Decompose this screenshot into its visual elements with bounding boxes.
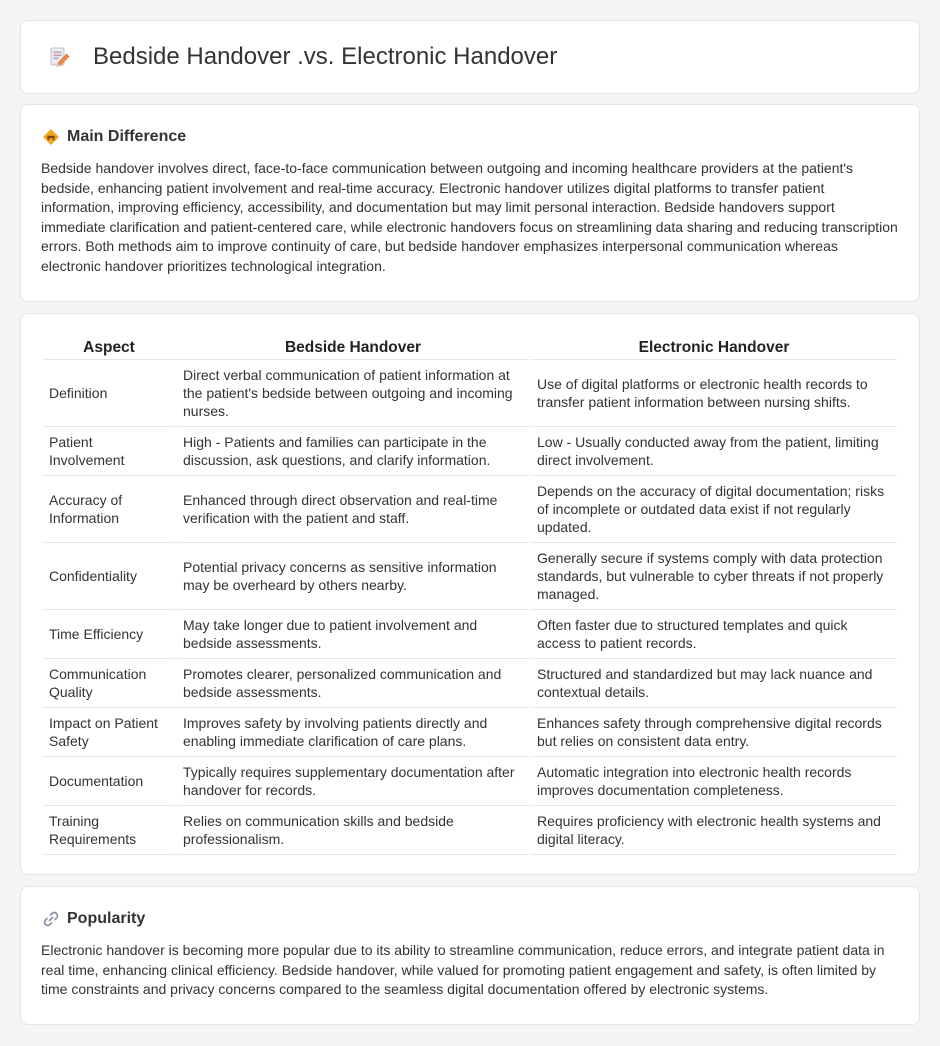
- bedside-cell: Direct verbal communication of patient information at the patient's bedside between outgoing and incoming nurses.: [177, 360, 529, 427]
- table-row: [43, 610, 897, 659]
- bedside-cell: High - Patients and families can participate in the discussion, ask questions, and clarify information.: [177, 427, 529, 476]
- bedside-cell: Enhanced through direct observation and real-time verification with the patient and staff.: [177, 476, 529, 543]
- bedside-cell: Potential privacy concerns as sensitive information may be overheard by others nearby.: [177, 543, 529, 610]
- popularity-card: [20, 886, 920, 1025]
- aspect-cell: Training Requirements: [43, 806, 175, 855]
- table-row: [43, 659, 897, 708]
- header-electronic: Electronic Handover: [531, 336, 897, 360]
- diamond-warning-icon: [42, 128, 60, 146]
- main-difference-text: Bedside handover involves direct, face-to-face communication between outgoing and incoming healthcare providers at the patient's bedside, enhancing patient involvement and real-time accuracy. Electronic handover utilizes digital platforms to transfer patient information, improving efficiency, accessibility, and documentation but may limit personal interaction. Bedside handovers support immediate clarification and patient-centered care, while electronic handovers focus on streamlining data sharing and reducing transcription errors. Both methods aim to improve continuity of care, but bedside handover emphasizes interpersonal communication whereas electronic handover prioritizes technological integration.: [41, 160, 898, 274]
- aspect-cell: Definition: [43, 360, 175, 427]
- popularity-title: Popularity: [67, 910, 146, 927]
- electronic-cell: Low - Usually conducted away from the patient, limiting direct involvement.: [531, 427, 897, 476]
- comparison-table: [41, 336, 899, 855]
- aspect-cell: Patient Involvement: [43, 427, 175, 476]
- bedside-cell: May take longer due to patient involvement and bedside assessments.: [177, 610, 529, 659]
- page-title: Bedside Handover .vs. Electronic Handover: [93, 43, 558, 70]
- electronic-cell: Automatic integration into electronic health records improves documentation completeness.: [531, 757, 897, 806]
- aspect-cell: Confidentiality: [43, 543, 175, 610]
- bedside-cell: Relies on communication skills and bedside professionalism.: [177, 806, 529, 855]
- electronic-cell: Enhances safety through comprehensive digital records but relies on consistent data entry.: [531, 708, 897, 757]
- main-difference-card: [20, 104, 920, 302]
- electronic-cell: Structured and standardized but may lack nuance and contextual details.: [531, 659, 897, 708]
- bedside-cell: Promotes clearer, personalized communication and bedside assessments.: [177, 659, 529, 708]
- table-row: [43, 360, 897, 427]
- electronic-cell: Generally secure if systems comply with data protection standards, but vulnerable to cyber threats if not properly managed.: [531, 543, 897, 610]
- bedside-cell: Improves safety by involving patients directly and enabling immediate clarification of care plans.: [177, 708, 529, 757]
- table-row: [43, 427, 897, 476]
- table-row: [43, 708, 897, 757]
- electronic-cell: Often faster due to structured templates and quick access to patient records.: [531, 610, 897, 659]
- table-row: [43, 476, 897, 543]
- main-difference-title: Main Difference: [67, 128, 187, 145]
- aspect-cell: Time Efficiency: [43, 610, 175, 659]
- table-row: [43, 806, 897, 855]
- aspect-cell: Impact on Patient Safety: [43, 708, 175, 757]
- title-card: [20, 20, 920, 94]
- aspect-cell: Accuracy of Information: [43, 476, 175, 543]
- header-aspect: Aspect: [43, 336, 175, 360]
- aspect-cell: Documentation: [43, 757, 175, 806]
- bedside-cell: Typically requires supplementary documentation after handover for records.: [177, 757, 529, 806]
- link-icon: [42, 910, 60, 928]
- document-pencil-icon: [47, 45, 71, 69]
- electronic-cell: Requires proficiency with electronic health systems and digital literacy.: [531, 806, 897, 855]
- table-row: [43, 757, 897, 806]
- popularity-text: Electronic handover is becoming more popular due to its ability to streamline communication, reduce errors, and integrate patient data in real time, enhancing clinical efficiency. Bedside handover, while valued for promoting patient engagement and safety, is often limited by time constraints and privacy concerns compared to the seamless digital documentation offered by electronic systems.: [41, 942, 885, 997]
- header-bedside: Bedside Handover: [177, 336, 529, 360]
- table-header-row: [43, 336, 897, 360]
- aspect-cell: Communication Quality: [43, 659, 175, 708]
- table-row: [43, 543, 897, 610]
- electronic-cell: Depends on the accuracy of digital documentation; risks of incomplete or outdated data exist if not regularly updated.: [531, 476, 897, 543]
- comparison-card: [20, 313, 920, 875]
- electronic-cell: Use of digital platforms or electronic health records to transfer patient information between nursing shifts.: [531, 360, 897, 427]
